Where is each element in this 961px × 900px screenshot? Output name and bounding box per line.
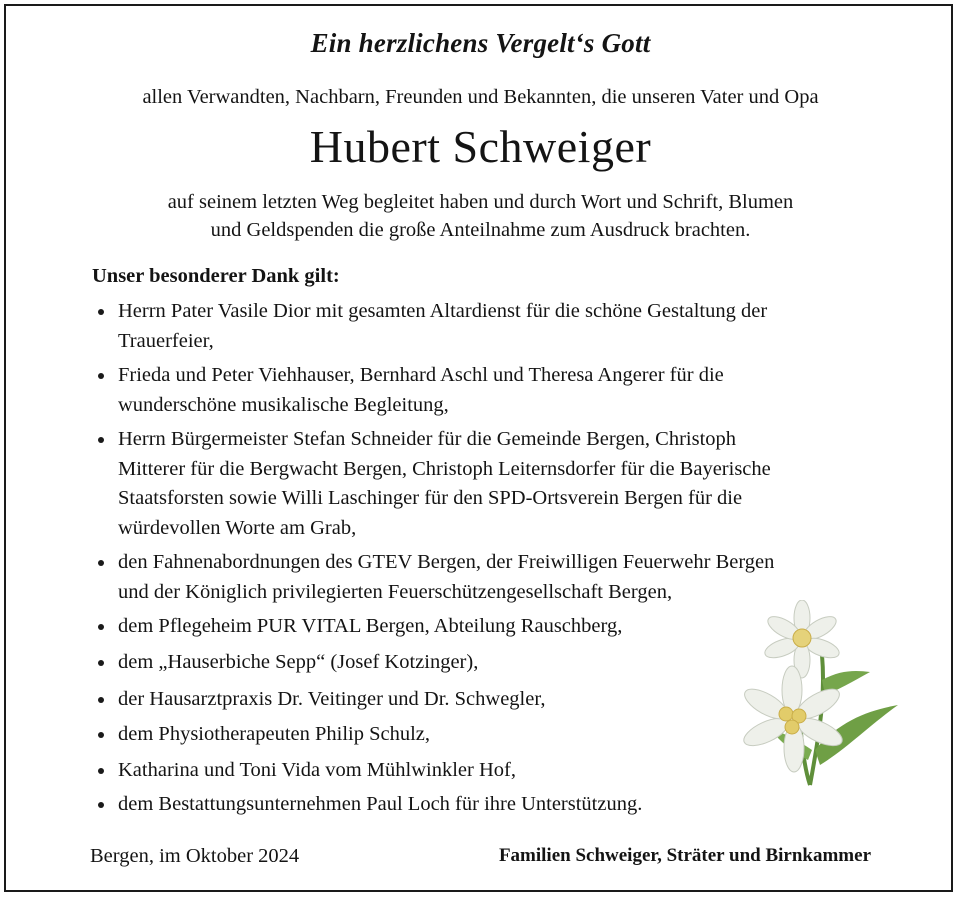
thanks-heading: Unser besonderer Dank gilt: — [92, 265, 340, 287]
heading: Ein herzlichens Vergelt‘s Gott — [310, 28, 651, 58]
bullet-icon — [98, 560, 104, 566]
bullet-icon — [98, 373, 104, 379]
list-item-line: dem Physiotherapeuten Philip Schulz, — [118, 723, 431, 745]
bullet-icon — [98, 802, 104, 808]
edelweiss-icon — [730, 600, 905, 790]
list-item-line: den Fahnenabordnungen des GTEV Bergen, der Freiwilligen Feuerwehr Bergen — [118, 551, 775, 573]
list-item — [118, 361, 878, 420]
list-item-line: Trauerfeier, — [118, 329, 214, 352]
bullet-icon — [98, 768, 104, 774]
list-item-line: dem Pflegeheim PUR VITAL Bergen, Abteilung Rauschberg, — [118, 615, 623, 637]
bullet-icon — [98, 309, 104, 315]
bullet-icon — [98, 437, 104, 443]
signature: Familien Schweiger, Sträter und Birnkammer — [498, 845, 871, 866]
list-item-line: würdevollen Worte am Grab, — [118, 516, 357, 539]
list-item-line: dem Bestattungsunternehmen Paul Loch für ihre Unterstützung. — [118, 793, 643, 815]
list-item — [118, 297, 878, 356]
list-item-line: und der Königlich privilegierten Feuerschützengesellschaft Bergen, — [118, 580, 673, 603]
list-item-line: Mitterer für die Bergwacht Bergen, Christoph Leiternsdorfer für die Bayerische — [118, 457, 771, 480]
list-item — [118, 790, 878, 820]
bullet-icon — [98, 697, 104, 703]
list-item-line: Herrn Bürgermeister Stefan Schneider für die Gemeinde Bergen, Christoph — [118, 428, 737, 450]
place-date: Bergen, im Oktober 2024 — [90, 845, 300, 867]
list-item — [118, 548, 878, 607]
list-item-line: wunderschöne musikalische Begleitung, — [118, 393, 449, 416]
list-item-line: der Hausarztpraxis Dr. Veitinger und Dr. Schwegler, — [118, 688, 546, 710]
list-item — [118, 425, 878, 543]
intro-text: allen Verwandten, Nachbarn, Freunden und Bekannten, die unseren Vater und Opa — [142, 86, 819, 108]
list-item-line: Katharina und Toni Vida vom Mühlwinkler Hof, — [118, 759, 516, 781]
text-line-2: und Geldspenden die große Anteilnahme zum Ausdruck brachten. — [210, 219, 751, 241]
deceased-name: Hubert Schweiger — [309, 121, 652, 172]
list-item-line: Frieda und Peter Viehhauser, Bernhard Aschl und Theresa Angerer für die — [118, 364, 724, 386]
list-item-line: Staatsforsten sowie Willi Laschinger für den SPD-Ortsverein Bergen für die — [118, 487, 743, 509]
list-item-line: Herrn Pater Vasile Dior mit gesamten Altardienst für die schöne Gestaltung der — [118, 300, 768, 322]
bullet-icon — [98, 732, 104, 738]
bullet-icon — [98, 624, 104, 630]
list-item-line: dem „Hauserbiche Sepp“ (Josef Kotzinger), — [118, 651, 479, 673]
text-line-1: auf seinem letzten Weg begleitet haben und durch Wort und Schrift, Blumen — [167, 191, 794, 213]
bullet-icon — [98, 660, 104, 666]
